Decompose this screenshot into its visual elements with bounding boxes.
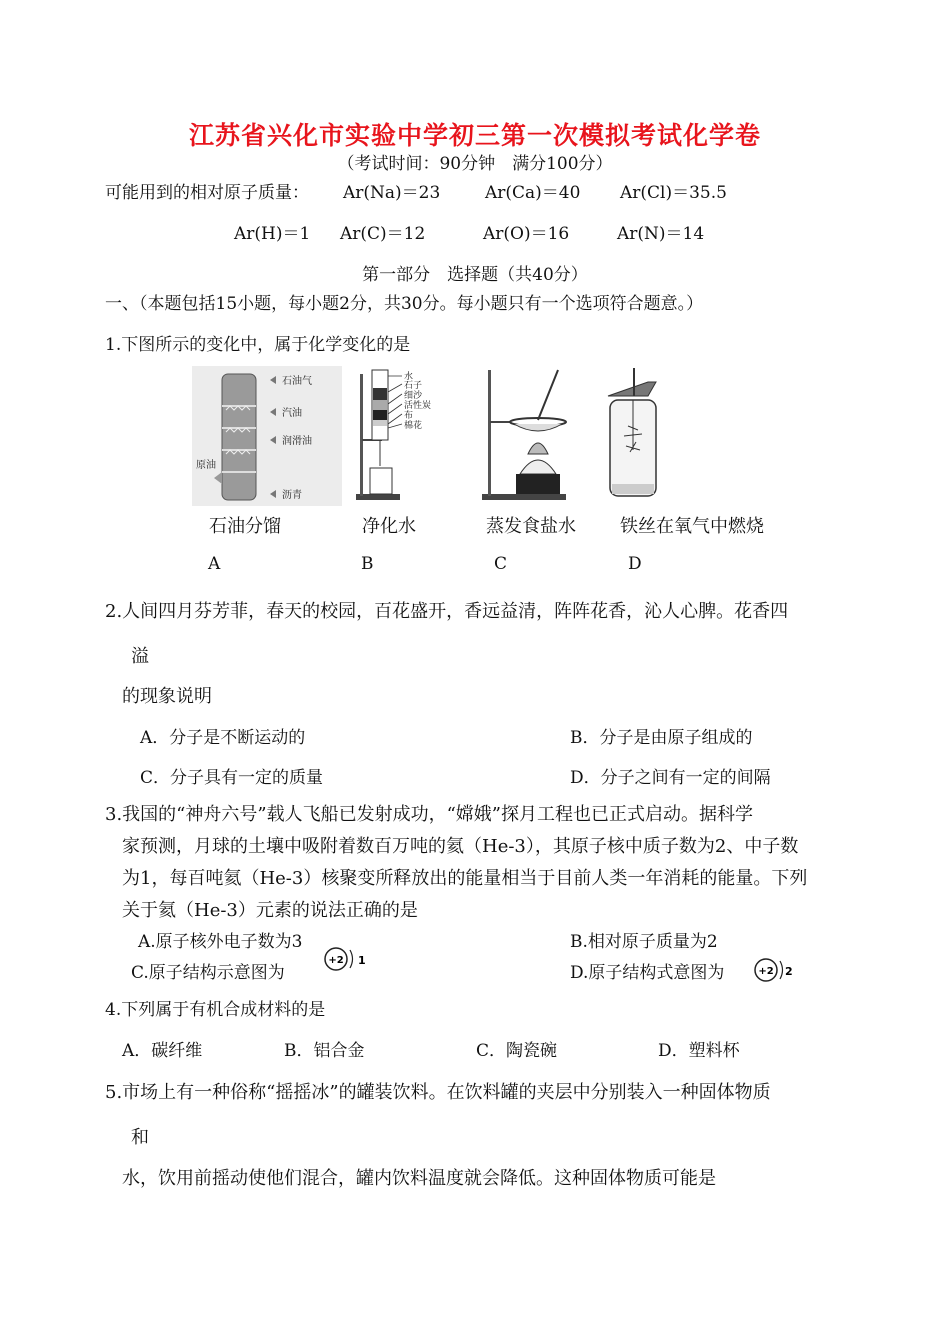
question-4-option-b: B．铝合金 (284, 1041, 365, 1061)
question-2-option-c: C．分子具有一定的质量 (140, 768, 324, 788)
atomic-mass-na: Ar(Na)＝23 (343, 183, 441, 203)
question-5-line-3: 水，饮用前摇动使他们混合，罐内饮料温度就会降低。这种固体物质可能是 (122, 1168, 716, 1189)
label-activated-carbon: 活性炭 (404, 401, 432, 411)
figure-water-purification (350, 366, 440, 506)
question-2-option-a: A．分子是不断运动的 (140, 728, 306, 748)
question-5-line-2: 和 (131, 1127, 149, 1148)
figure-b-caption: 净化水 (362, 516, 416, 537)
question-4-stem: 4.下列属于有机合成材料的是 (105, 1000, 326, 1020)
atomic-mass-h: Ar(H)＝1 (234, 224, 311, 244)
atomic-mass-n: Ar(N)＝14 (617, 224, 705, 244)
label-fine-sand: 细沙 (404, 391, 423, 401)
figure-petroleum-distillation (192, 366, 342, 506)
atomic-mass-o: Ar(O)＝16 (483, 224, 570, 244)
label-gasoline: 汽油 (282, 408, 302, 419)
figure-d-caption: 铁丝在氧气中燃烧 (620, 516, 764, 537)
figure-a-caption: 石油分馏 (209, 516, 281, 537)
atom-d-electrons: 2 (785, 965, 793, 978)
label-crude-oil: 原油 (196, 460, 216, 471)
atom-c-nucleus: +2 (328, 955, 344, 966)
figure-evaporating-salt-water (478, 366, 578, 506)
section-instructions: 一、（本题包括15小题，每小题2分，共30分。每小题只有一个选项符合题意。） (105, 294, 704, 314)
question-1-stem: 1.下图所示的变化中，属于化学变化的是 (105, 335, 411, 355)
atom-diagram-d (752, 955, 796, 985)
label-lubricating-oil: 润滑油 (282, 436, 312, 447)
figure-c-caption: 蒸发食盐水 (486, 516, 576, 537)
question-3-option-c: C.原子结构示意图为 (131, 963, 285, 983)
label-asphalt: 沥青 (282, 490, 302, 501)
label-cloth: 布 (404, 411, 414, 421)
question-3-line-1: 3.我国的“神舟六号”载人飞船已发射成功，“嫦娥”探月工程也已正式启动。据科学 (105, 804, 753, 825)
label-petroleum-gas: 石油气 (282, 376, 312, 387)
question-3-option-b: B.相对原子质量为2 (570, 932, 718, 952)
atomic-mass-intro: 可能用到的相对原子质量： (105, 183, 309, 203)
atomic-mass-ca: Ar(Ca)＝40 (485, 183, 581, 203)
question-3-option-d: D.原子结构式意图为 (570, 963, 725, 983)
question-2-option-d: D．分子之间有一定的间隔 (570, 768, 771, 788)
question-5-line-1: 5.市场上有一种俗称“摇摇冰”的罐装饮料。在饮料罐的夹层中分别装入一种固体物质 (105, 1082, 771, 1103)
atomic-mass-cl: Ar(Cl)＝35.5 (620, 183, 727, 203)
question-2-line-2: 溢 (131, 646, 149, 667)
exam-title: 江苏省兴化市实验中学初三第一次模拟考试化学卷 (188, 121, 761, 150)
question-3-line-2: 家预测，月球的土壤中吸附着数百万吨的氦（He-3），其原子核中质子数为2、中子数 (122, 836, 799, 857)
figure-a-letter: A (208, 554, 221, 574)
atom-diagram-c (322, 944, 366, 974)
figure-iron-burning-oxygen (600, 366, 670, 506)
question-4-option-a: A．碳纤维 (122, 1041, 203, 1061)
question-4-option-c: C．陶瓷碗 (476, 1041, 558, 1061)
figure-b-letter: B (361, 554, 374, 574)
figure-c-letter: C (494, 554, 508, 574)
label-cotton: 棉花 (404, 421, 423, 431)
part-title: 第一部分 选择题（共40分） (362, 265, 588, 285)
question-4-option-d: D．塑料杯 (658, 1041, 740, 1061)
atomic-mass-c: Ar(C)＝12 (340, 224, 426, 244)
question-3-line-3: 为1，每百吨氦（He-3）核聚变所释放出的能量相当于目前人类一年消耗的能量。下列 (122, 868, 808, 889)
exam-info: （考试时间：90分钟 满分100分） (337, 154, 613, 174)
question-2-line-1: 2.人间四月芬芳菲，春天的校园，百花盛开，香远益清，阵阵花香，沁人心脾。花香四 (105, 601, 789, 622)
atom-c-electrons: 1 (358, 954, 366, 967)
label-pebbles: 石子 (404, 381, 423, 391)
label-water: 水 (404, 372, 414, 382)
question-3-line-4: 关于氦（He-3）元素的说法正确的是 (122, 900, 418, 921)
question-2-line-3: 的现象说明 (122, 686, 212, 707)
atom-d-nucleus: +2 (758, 966, 774, 977)
question-3-option-a: A.原子核外电子数为3 (138, 932, 303, 952)
question-2-option-b: B．分子是由原子组成的 (570, 728, 753, 748)
figure-d-letter: D (628, 554, 642, 574)
